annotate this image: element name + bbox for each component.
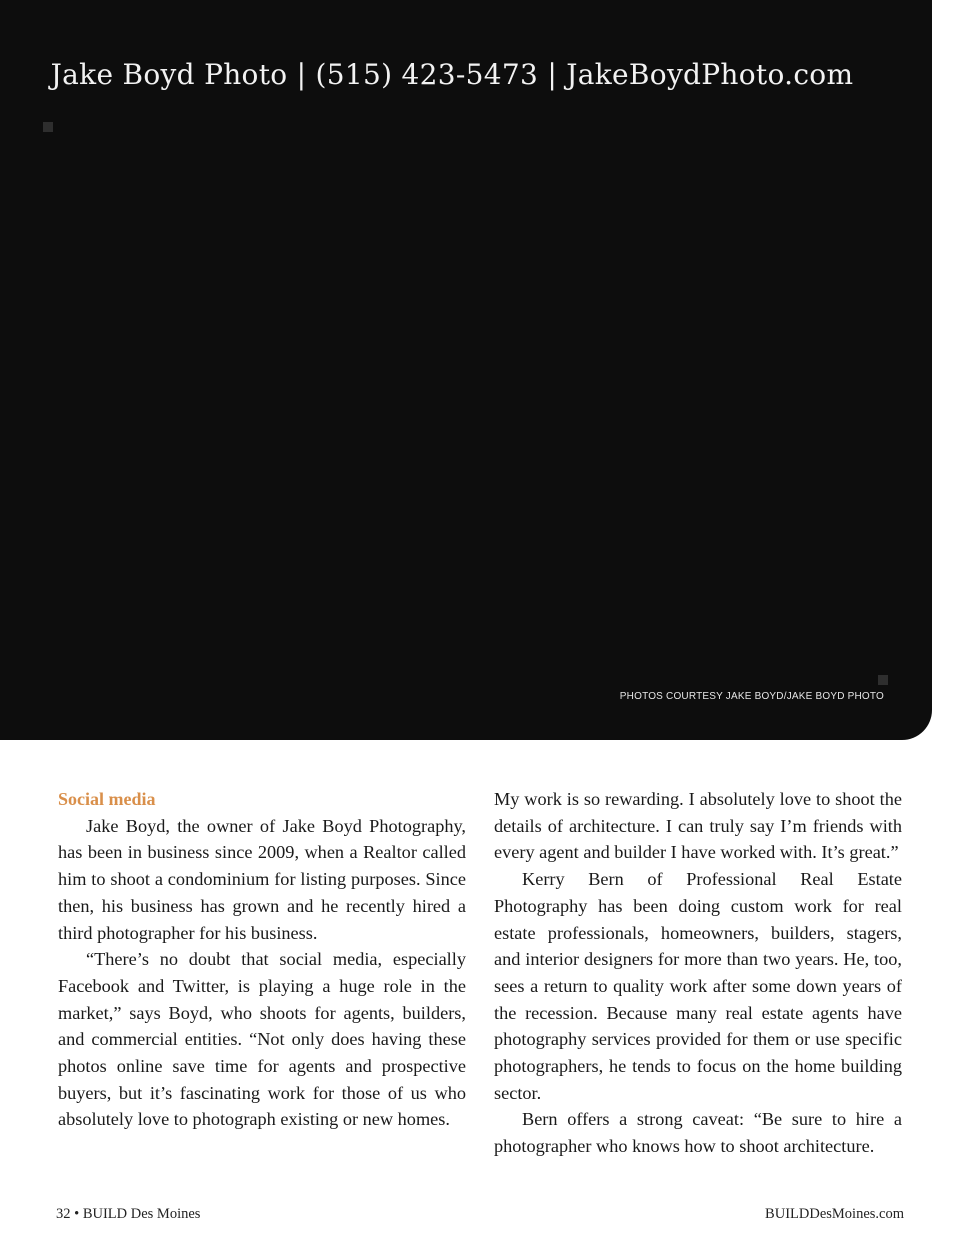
paragraph: “There’s no doubt that social media, especially Facebook and Twitter, is playing a huge role in the market,” says Boyd, who shoots for agents, builders, and commercial entities. “Not only does having these photos online save time for agents and prospective buyers, but it’s fascinating work for those of us who absolutely love to photograph existing or new homes. <box>58 949 466 1130</box>
article-column-right <box>494 786 902 1160</box>
photo-header-text: Jake Boyd Photo | (515) 423-5473 | JakeBoydPhoto.com <box>50 58 854 91</box>
corner-marker-top-left <box>43 122 53 132</box>
paragraph: Kerry Bern of Professional Real Estate Photography has been doing custom work for real estate professionals, homeowners, builders, stagers, and interior designers for more than two years. He, too, sees a return to quality work after some down years of the recession. Because many real estate agents have photography services provided for them or use specific photographers, he tends to focus on the home building sector. <box>494 869 902 1103</box>
section-heading: Social media <box>58 789 156 809</box>
article-column-left <box>58 786 466 1133</box>
paragraph: Bern offers a strong caveat: “Be sure to hire a photographer who knows how to shoot architecture. <box>494 1109 902 1157</box>
footer-page-label: 32 • BUILD Des Moines <box>56 1206 201 1222</box>
footer-website: BUILDDesMoines.com <box>765 1206 904 1222</box>
paragraph: Jake Boyd, the owner of Jake Boyd Photography, has been in business since 2009, when a Realtor called him to shoot a condominium for listing purposes. Since then, his business has grown and he recently hired a third photographer for his business. <box>58 815 466 943</box>
paragraph: My work is so rewarding. I absolutely love to shoot the details of architecture. I can truly say I’m friends with every agent and builder I have worked with. It’s great.” <box>494 789 902 863</box>
photo-credit: PHOTOS COURTESY JAKE BOYD/JAKE BOYD PHOTO <box>619 691 884 702</box>
corner-marker-bottom-right <box>878 675 888 685</box>
